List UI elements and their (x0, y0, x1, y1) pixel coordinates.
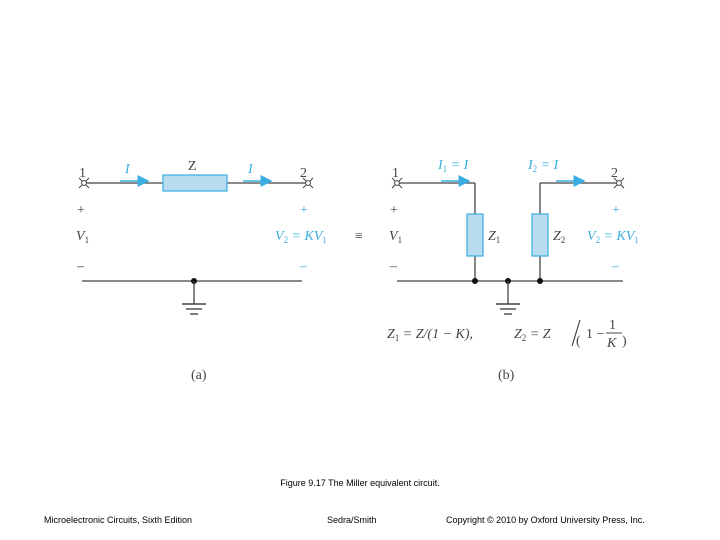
sublabel-b: (b) (498, 368, 515, 383)
voltage-label-b-v2: $V_2 = KV_1$ (587, 229, 639, 245)
sublabel-a: (a) (191, 368, 207, 383)
formula-one-minus: 1 − (586, 327, 605, 342)
minus-sign-b-in: – (390, 259, 397, 274)
current-label-a-out: I (248, 162, 253, 177)
formula-z1: $Z_1 = Z/(1 - K)$, (387, 327, 474, 343)
node-label-b-2: 2 (611, 166, 618, 181)
plus-sign-b-out: + (612, 203, 620, 218)
plus-sign-a-out: + (300, 203, 308, 218)
formula-paren-close: ) (622, 334, 627, 349)
plus-sign-b-in: + (390, 203, 398, 218)
current-label-b-i1: $I_1 = I$ (438, 158, 469, 174)
footer-authors: Sedra/Smith (327, 515, 377, 525)
impedance-label-z: Z (188, 159, 197, 174)
node-label-a-2: 2 (300, 166, 307, 181)
ground-symbol-b (496, 304, 520, 314)
voltage-label-a-v2: $V_2 = KV_1$ (275, 229, 327, 245)
impedance-z2-box (532, 214, 548, 256)
ground-symbol-a (182, 304, 206, 314)
formula-frac-numerator: 1 (609, 318, 616, 333)
current-label-a-in: I (125, 162, 130, 177)
minus-sign-a-in: – (77, 259, 84, 274)
impedance-z-box (163, 175, 227, 191)
plus-sign-a-in: + (77, 203, 85, 218)
footer-copyright: Copyright © 2010 by Oxford University Press, Inc. (446, 515, 645, 525)
figure-caption: Figure 9.17 The Miller equivalent circuit. (280, 478, 440, 488)
voltage-label-b-v1: $V_1$ (389, 229, 403, 245)
current-label-b-i2: $I_2 = I$ (528, 158, 559, 174)
circuit-b (387, 158, 639, 383)
footer-book-title: Microelectronic Circuits, Sixth Edition (44, 515, 193, 525)
impedance-z1-box (467, 214, 483, 256)
junction-b-z2 (537, 278, 543, 284)
circuit-a (76, 159, 327, 383)
minus-sign-b-out: – (612, 259, 619, 274)
equivalence-symbol: ≡ (355, 229, 363, 244)
node-label-a-1: 1 (79, 166, 86, 181)
formula-paren-open: ( (576, 334, 581, 349)
formula-z2-lhs: $Z_2 = Z$ (514, 327, 551, 343)
junction-b-z1 (472, 278, 478, 284)
voltage-label-a-v1: $V_1$ (76, 229, 90, 245)
minus-sign-a-out: – (300, 259, 307, 274)
impedance-label-z1: $Z_1$ (488, 229, 501, 245)
formula-frac-denominator: K (607, 336, 617, 351)
node-label-b-1: 1 (392, 166, 399, 181)
impedance-label-z2: $Z_2$ (553, 229, 566, 245)
